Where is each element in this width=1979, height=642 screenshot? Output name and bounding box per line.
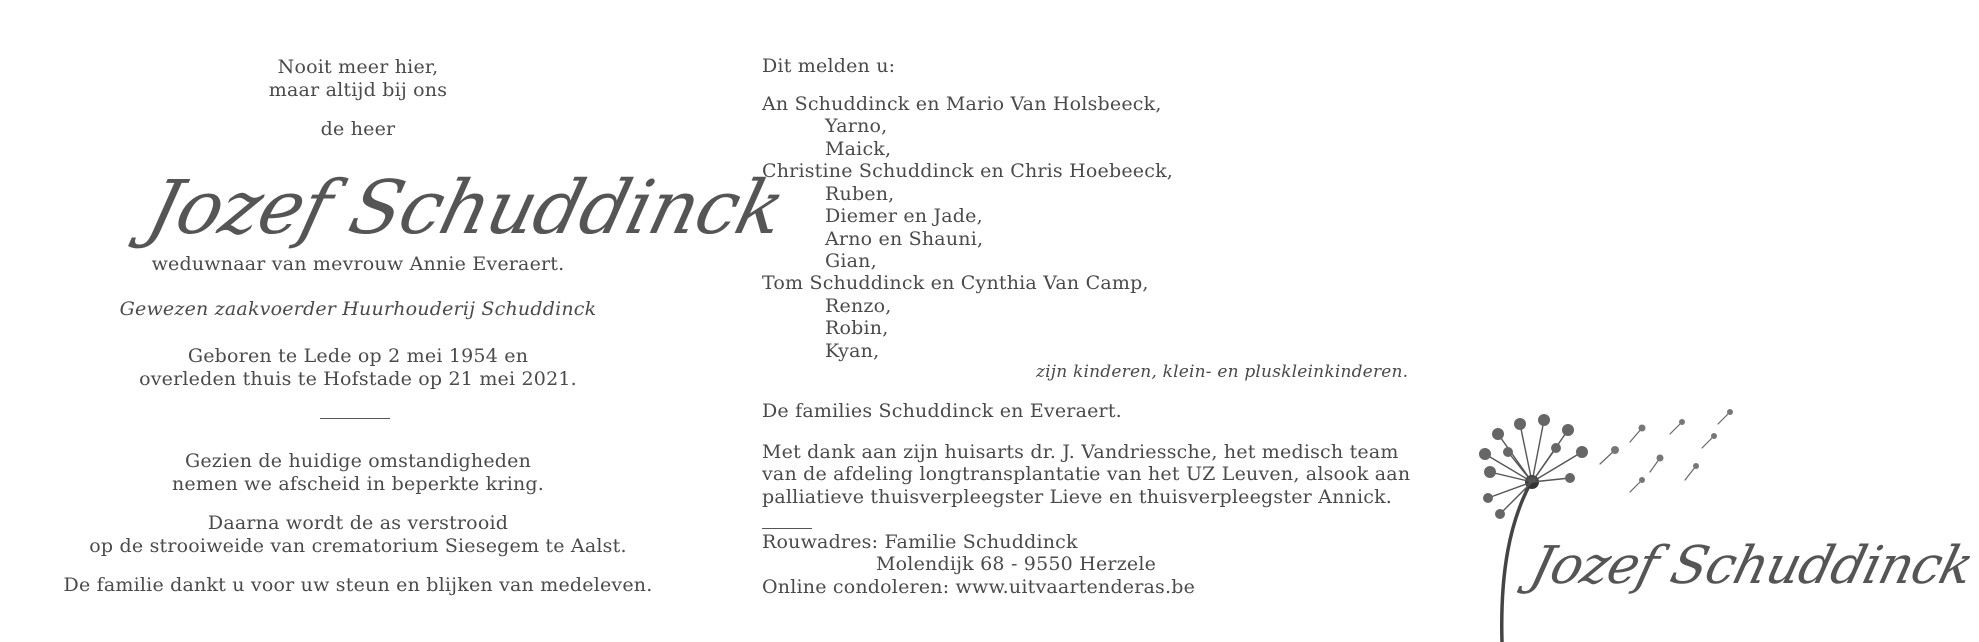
ashes-line-2: op de strooiweide van crematorium Siesegem te Aalst. [89,535,627,557]
family-line: Maick, [825,138,892,160]
family-line: An Schuddinck en Mario Van Holsbeeck, [762,93,1162,115]
families-line: De families Schuddinck en Everaert. [762,400,1122,422]
address-label: Rouwadres: Familie Schuddinck [762,531,1078,553]
widower-line: weduwnaar van mevrouw Annie Everaert. [151,253,565,275]
death-line: overleden thuis te Hofstade op 21 mei 2021. [139,368,577,390]
gratitude-line-2: van de afdeling longtransplantatie van het UZ Leuven, alsook aan [762,463,1411,485]
relation-line: zijn kinderen, klein- en pluskleinkinderen. [1036,362,1409,382]
motto-line-2: maar altijd bij ons [268,79,448,101]
illustration-name-script: Jozef Schuddinck [1524,536,1979,596]
family-line: Tom Schuddinck en Cynthia Van Camp, [762,272,1149,294]
motto-line-1: Nooit meer hier, [277,56,439,78]
gratitude-line-3: palliatieve thuisverpleegster Lieve en thuisverpleegster Annick. [762,486,1393,508]
ashes-line-1: Daarna wordt de as verstrooid [207,512,509,534]
family-line: Kyan, [825,340,880,362]
address-street: Molendijk 68 - 9550 Herzele [876,553,1157,575]
deceased-name-script: Jozef Schuddinck [139,165,793,251]
family-line: Renzo, [825,295,892,317]
birth-line: Geboren te Lede op 2 mei 1954 en [187,345,529,367]
online-condolence[interactable]: Online condoleren: www.uitvaartenderas.be [762,576,1196,598]
family-line: Gian, [825,250,877,272]
family-line: Ruben, [825,183,895,205]
farewell-line-2: nemen we afscheid in beperkte kring. [171,473,545,495]
family-line: Arno en Shauni, [825,228,984,250]
announce-line: Dit melden u: [762,55,896,77]
family-line: Christine Schuddinck en Chris Hoebeeck, [762,160,1174,182]
thanks-line: De familie dankt u voor uw steun en blijken van medeleven. [63,574,653,596]
farewell-line-1: Gezien de huidige omstandigheden [184,450,532,472]
family-line: Diemer en Jade, [825,205,983,227]
address-divider [762,528,812,529]
family-line: Yarno, [825,115,888,137]
gratitude-line-1: Met dank aan zijn huisarts dr. J. Vandriessche, het medisch team [762,441,1399,463]
occupation-line: Gewezen zaakvoerder Huurhouderij Schuddinck [119,298,597,320]
honorific: de heer [320,118,396,140]
dandelion-icon [1470,402,1890,642]
family-line: Robin, [825,317,889,339]
